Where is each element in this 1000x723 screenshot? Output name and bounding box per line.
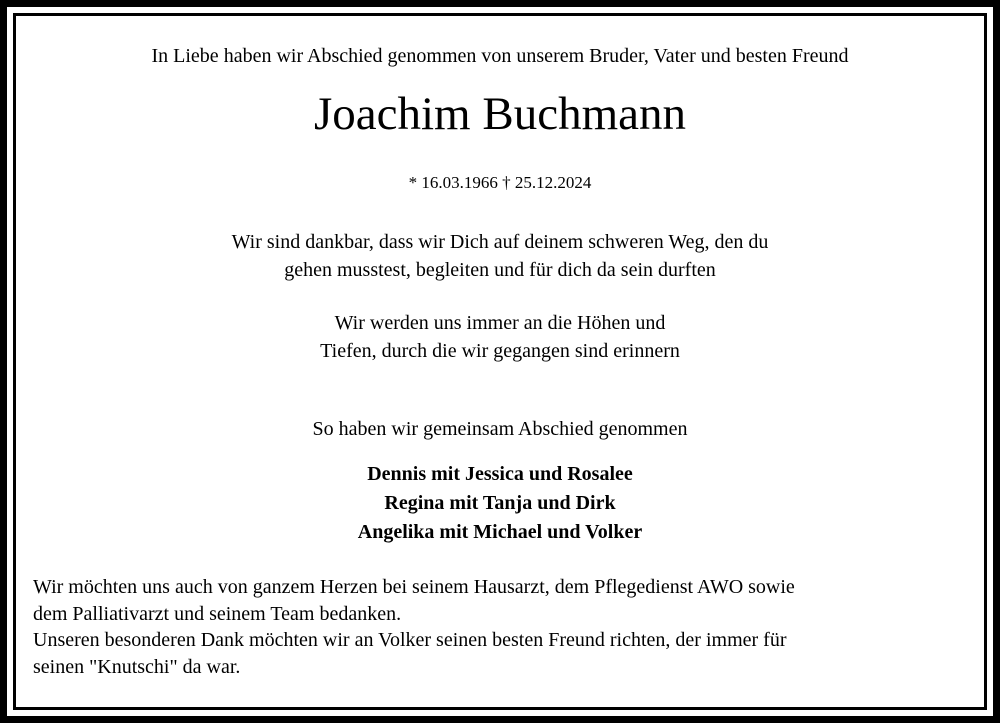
thanks-line: seinen "Knutschi" da war. xyxy=(33,655,241,678)
deceased-name: Joachim Buchmann xyxy=(313,88,686,140)
gratitude-line: gehen musstest, begleiten und für dich da sein durften xyxy=(284,259,716,281)
memory-paragraph xyxy=(0,309,1000,365)
life-dates: * 16.03.1966 † 25.12.2024 xyxy=(408,173,592,192)
farewell-line: So haben wir gemeinsam Abschied genommen xyxy=(312,418,688,440)
family-line: Dennis mit Jessica und Rosalee xyxy=(367,463,633,485)
thanks-line: Unseren besonderen Dank möchten wir an Volker seinen besten Freund richten, der immer für xyxy=(33,629,787,651)
intro-line: In Liebe haben wir Abschied genommen von unserem Bruder, Vater und besten Freund xyxy=(151,45,849,67)
family-signatures xyxy=(0,460,1000,547)
gratitude-paragraph xyxy=(0,228,1000,284)
thanks-paragraph xyxy=(33,574,973,680)
memory-line: Wir werden uns immer an die Höhen und xyxy=(334,312,666,334)
family-line: Regina mit Tanja und Dirk xyxy=(384,492,616,514)
memory-line: Tiefen, durch die wir gegangen sind erinnern xyxy=(320,340,680,362)
family-line: Angelika mit Michael und Volker xyxy=(357,521,643,543)
gratitude-line: Wir sind dankbar, dass wir Dich auf deinem schweren Weg, den du xyxy=(231,231,769,253)
thanks-line: Wir möchten uns auch von ganzem Herzen bei seinem Hausarzt, dem Pflegedienst AWO sowie xyxy=(33,576,795,598)
thanks-line: dem Palliativarzt und seinem Team bedanken. xyxy=(33,602,402,625)
